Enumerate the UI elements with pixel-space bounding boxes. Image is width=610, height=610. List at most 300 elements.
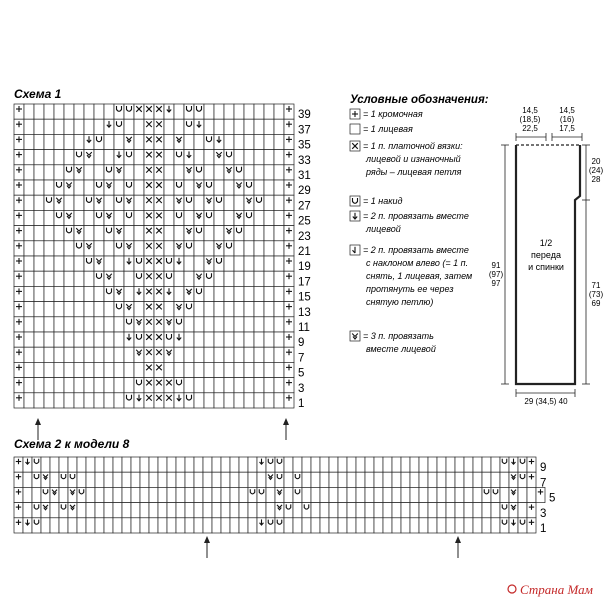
knit-stitch-icon: [74, 256, 84, 271]
knit-stitch-icon: [34, 104, 44, 119]
knit-stitch-icon: [491, 457, 500, 472]
knit-stitch-icon: [264, 332, 274, 347]
yarn-over-icon: [234, 165, 244, 180]
knit-stitch-icon: [365, 457, 374, 472]
knit-stitch-icon: [41, 518, 50, 533]
knit-stitch-icon: [113, 472, 122, 487]
knit-stitch-icon: [64, 134, 74, 149]
knit-stitch-icon: [74, 317, 84, 332]
knit-stitch-icon: [104, 503, 113, 518]
selvage-stitch-icon: [14, 518, 23, 533]
knit-stitch-icon: [134, 150, 144, 165]
knit-stitch-icon: [44, 226, 54, 241]
knit-stitch-icon: [204, 165, 214, 180]
knit-stitch-icon: [44, 362, 54, 377]
knit-stitch-icon: [74, 104, 84, 119]
knit-stitch-icon: [114, 210, 124, 225]
knit-stitch-icon: [64, 119, 74, 134]
knit-stitch-icon: [84, 226, 94, 241]
knit-stitch-icon: [254, 119, 264, 134]
knit-stitch-icon: [104, 256, 114, 271]
selvage-stitch-icon: [14, 317, 24, 332]
knit-stitch-icon: [94, 241, 104, 256]
knit-stitch-icon: [244, 241, 254, 256]
knit-stitch-icon: [482, 457, 491, 472]
knit-stitch-icon: [34, 134, 44, 149]
knit-stitch-icon: [374, 487, 383, 502]
knit-stitch-icon: [446, 518, 455, 533]
selvage-stitch-icon: [284, 286, 294, 301]
knit-stitch-icon: [428, 487, 437, 502]
yarn-over-icon: [293, 487, 302, 502]
row-number: 1: [540, 523, 547, 535]
knit-stitch-icon: [224, 332, 234, 347]
knit-stitch-icon: [264, 271, 274, 286]
left-dim-2: (97): [488, 270, 504, 279]
knit-stitch-icon: [54, 302, 64, 317]
knit-stitch-icon: [224, 210, 234, 225]
k2tog-icon: [124, 332, 134, 347]
garment-schematic: [489, 106, 604, 406]
knit-stitch-icon: [254, 226, 264, 241]
knit-stitch-icon: [234, 256, 244, 271]
row-number: 23: [298, 230, 311, 243]
knit-stitch-icon: [134, 226, 144, 241]
knit-stitch-icon: [254, 104, 264, 119]
knit-stitch-icon: [34, 119, 44, 134]
knit-stitch-icon: [134, 210, 144, 225]
garter-stitch-icon: [154, 286, 164, 301]
knit-stitch-icon: [64, 271, 74, 286]
knit-stitch-icon: [244, 271, 254, 286]
knit-stitch-icon: [23, 503, 32, 518]
knit-stitch-icon: [264, 195, 274, 210]
k3tog-icon: [84, 150, 94, 165]
knit-stitch-icon: [214, 180, 224, 195]
knit-stitch-icon: [24, 226, 34, 241]
knit-stitch-icon: [214, 286, 224, 301]
knit-stitch-icon: [284, 472, 293, 487]
yarn-over-icon: [104, 165, 114, 180]
knit-stitch-icon: [104, 241, 114, 256]
knit-stitch-icon: [34, 210, 44, 225]
top-left-dim-2: (18,5): [519, 115, 541, 124]
selvage-stitch-icon: [284, 317, 294, 332]
knit-stitch-icon: [244, 332, 254, 347]
selvage-stitch-icon: [284, 180, 294, 195]
yarn-over-icon: [184, 302, 194, 317]
yarn-over-icon: [204, 210, 214, 225]
knit-stitch-icon: [234, 104, 244, 119]
knit-stitch-icon: [410, 472, 419, 487]
garter-stitch-icon: [144, 180, 154, 195]
yarn-over-icon: [64, 165, 74, 180]
yarn-over-icon: [32, 503, 41, 518]
knit-stitch-icon: [428, 518, 437, 533]
yarn-over-icon: [482, 487, 491, 502]
knit-stitch-icon: [54, 393, 64, 408]
knit-stitch-icon: [44, 317, 54, 332]
knit-stitch-icon: [104, 195, 114, 210]
yarn-over-icon: [184, 393, 194, 408]
knit-stitch-icon: [230, 503, 239, 518]
knit-stitch-icon: [428, 472, 437, 487]
yarn-over-icon: [194, 104, 204, 119]
scheme2-title: Схема 2 к модели 8: [14, 437, 130, 451]
knit-stitch-icon: [114, 393, 124, 408]
knit-stitch-icon: [77, 457, 86, 472]
knit-stitch-icon: [274, 362, 284, 377]
knit-stitch-icon: [104, 302, 114, 317]
row-number: 11: [298, 322, 310, 334]
knit-stitch-icon: [95, 518, 104, 533]
knit-stitch-icon: [254, 210, 264, 225]
knit-stitch-icon: [74, 362, 84, 377]
knit-stitch-icon: [94, 378, 104, 393]
knit-stitch-icon: [401, 472, 410, 487]
knit-stitch-icon: [428, 503, 437, 518]
piece-label-2: переда: [531, 250, 561, 260]
knit-stitch-icon: [203, 457, 212, 472]
knit-stitch-icon: [392, 518, 401, 533]
garter-stitch-icon: [144, 378, 154, 393]
knit-stitch-icon: [284, 487, 293, 502]
knit-stitch-icon: [176, 518, 185, 533]
knit-stitch-icon: [54, 332, 64, 347]
knit-stitch-icon: [134, 165, 144, 180]
knit-stitch-icon: [94, 165, 104, 180]
yarn-over-icon: [518, 457, 527, 472]
knit-stitch-icon: [140, 472, 149, 487]
knit-stitch-icon: [264, 180, 274, 195]
knit-stitch-icon: [44, 256, 54, 271]
yarn-over-icon: [124, 393, 134, 408]
knit-stitch-icon: [44, 347, 54, 362]
knit-stitch-icon: [473, 503, 482, 518]
knit-stitch-icon: [131, 503, 140, 518]
yarn-over-icon: [94, 180, 104, 195]
knit-stitch-icon: [254, 134, 264, 149]
knit-stitch-icon: [24, 134, 34, 149]
knit-stitch-icon: [264, 165, 274, 180]
legend-text: лицевой: [366, 224, 401, 234]
knit-stitch-icon: [239, 503, 248, 518]
k3tog-icon: [64, 210, 74, 225]
k3tog-icon: [509, 503, 518, 518]
knit-stitch-icon: [204, 119, 214, 134]
knit-stitch-icon: [44, 241, 54, 256]
yarn-over-icon: [518, 472, 527, 487]
knit-stitch-icon: [34, 317, 44, 332]
knit-stitch-icon: [113, 503, 122, 518]
knit-stitch-icon: [84, 119, 94, 134]
right-top-dim-3: 28: [591, 175, 601, 184]
yarn-over-icon: [194, 165, 204, 180]
yarn-over-icon: [214, 256, 224, 271]
garter-stitch-icon: [154, 104, 164, 119]
knit-stitch-icon: [194, 347, 204, 362]
garter-stitch-icon: [144, 119, 154, 134]
k3tog-icon: [74, 226, 84, 241]
knit-stitch-icon: [64, 286, 74, 301]
knit-stitch-icon: [338, 503, 347, 518]
top-left-dim-3: 22,5: [522, 124, 538, 133]
knit-stitch-icon: [254, 378, 264, 393]
knit-stitch-icon: [24, 165, 34, 180]
knit-stitch-icon: [24, 119, 34, 134]
knit-stitch-icon: [329, 518, 338, 533]
knit-stitch-icon: [204, 286, 214, 301]
knit-stitch-icon: [347, 457, 356, 472]
row-number: 1: [298, 398, 305, 410]
knit-stitch-icon: [274, 150, 284, 165]
garter-stitch-icon: [144, 332, 154, 347]
garter-stitch-icon: [154, 180, 164, 195]
garter-stitch-icon: [144, 165, 154, 180]
knit-stitch-icon: [95, 457, 104, 472]
k2tog-icon: [509, 457, 518, 472]
knit-stitch-icon: [134, 362, 144, 377]
garter-stitch-icon: [154, 150, 164, 165]
yarn-over-icon: [500, 503, 509, 518]
knit-stitch-icon: [158, 472, 167, 487]
yarn-over-icon: [59, 503, 68, 518]
knit-stitch-icon: [455, 457, 464, 472]
knit-stitch-icon: [164, 195, 174, 210]
k3tog-icon: [184, 286, 194, 301]
selvage-stitch-icon: [350, 109, 360, 119]
knit-stitch-icon: [34, 347, 44, 362]
selvage-stitch-icon: [14, 241, 24, 256]
yarn-over-icon: [114, 241, 124, 256]
knit-stitch-icon: [338, 518, 347, 533]
garter-stitch-icon: [144, 241, 154, 256]
knit-stitch-icon: [437, 518, 446, 533]
knit-stitch-icon: [59, 457, 68, 472]
yarn-over-icon: [134, 332, 144, 347]
knit-stitch-icon: [302, 472, 311, 487]
knit-stitch-icon: [254, 347, 264, 362]
knit-stitch-icon: [104, 104, 114, 119]
top-right-dim-2: (16): [559, 115, 575, 124]
knit-stitch-icon: [64, 393, 74, 408]
scheme1-title: Схема 1: [14, 87, 62, 101]
scheme2-arrows: [204, 536, 461, 558]
knit-stitch-icon: [244, 302, 254, 317]
knit-stitch-icon: [266, 503, 275, 518]
knit-stitch-icon: [374, 472, 383, 487]
knit-stitch-icon: [234, 271, 244, 286]
knit-stitch-icon: [54, 165, 64, 180]
garter-stitch-icon: [144, 302, 154, 317]
knit-stitch-icon: [122, 518, 131, 533]
garter-stitch-icon: [154, 362, 164, 377]
knit-stitch-icon: [194, 362, 204, 377]
knit-stitch-icon: [224, 286, 234, 301]
knit-stitch-icon: [254, 362, 264, 377]
knit-stitch-icon: [244, 286, 254, 301]
knit-stitch-icon: [234, 317, 244, 332]
knit-stitch-icon: [77, 472, 86, 487]
knit-stitch-icon: [114, 317, 124, 332]
k2tog-icon: [184, 150, 194, 165]
knit-stitch-icon: [94, 302, 104, 317]
knit-stitch-icon: [184, 134, 194, 149]
selvage-stitch-icon: [14, 271, 24, 286]
knit-stitch-icon: [122, 503, 131, 518]
legend-text: = 2 п. провязать вместе: [363, 211, 469, 221]
knit-stitch-icon: [64, 362, 74, 377]
knit-stitch-icon: [167, 472, 176, 487]
row-number: 27: [298, 200, 311, 213]
knit-stitch-icon: [134, 134, 144, 149]
knit-stitch-icon: [74, 210, 84, 225]
knit-stitch-icon: [274, 134, 284, 149]
knit-stitch-icon: [44, 180, 54, 195]
right-bottom-dim-2: (73): [588, 290, 604, 299]
knit-stitch-icon: [221, 457, 230, 472]
selvage-stitch-icon: [284, 210, 294, 225]
knit-stitch-icon: [446, 472, 455, 487]
knit-stitch-icon: [455, 518, 464, 533]
row-number: 7: [298, 352, 305, 365]
selvage-stitch-icon: [527, 457, 536, 472]
knit-stitch-icon: [194, 241, 204, 256]
selvage-stitch-icon: [14, 104, 24, 119]
knit-stitch-icon: [284, 518, 293, 533]
knit-stitch-icon: [374, 503, 383, 518]
knit-stitch-icon: [214, 393, 224, 408]
knit-stitch-icon: [174, 286, 184, 301]
k3tog-icon: [164, 347, 174, 362]
k3tog-icon: [174, 302, 184, 317]
knit-stitch-icon: [224, 347, 234, 362]
knit-stitch-icon: [44, 302, 54, 317]
yarn-over-icon: [124, 150, 134, 165]
yarn-over-icon: [234, 226, 244, 241]
knit-stitch-icon: [264, 210, 274, 225]
yarn-over-icon: [184, 104, 194, 119]
knit-stitch-icon: [224, 180, 234, 195]
knit-stitch-icon: [274, 119, 284, 134]
knit-stitch-icon: [44, 393, 54, 408]
selvage-stitch-icon: [284, 256, 294, 271]
top-right-dim-3: 17,5: [559, 124, 575, 133]
yarn-over-icon: [257, 487, 266, 502]
knit-stitch-icon: [284, 457, 293, 472]
row-number: 39: [298, 109, 311, 122]
knit-stitch-icon: [491, 472, 500, 487]
k3tog-icon: [164, 317, 174, 332]
row-number: 17: [298, 276, 311, 289]
knit-stitch-icon: [34, 362, 44, 377]
yarn-over-icon: [44, 195, 54, 210]
garter-stitch-icon: [154, 317, 164, 332]
knit-stitch-icon: [194, 150, 204, 165]
knit-stitch-icon: [24, 195, 34, 210]
k2tog-icon: [134, 286, 144, 301]
knit-stitch-icon: [274, 210, 284, 225]
yarn-over-icon: [500, 457, 509, 472]
knit-stitch-icon: [84, 210, 94, 225]
yarn-over-icon: [104, 226, 114, 241]
knit-stitch-icon: [184, 378, 194, 393]
knit-stitch-icon: [122, 457, 131, 472]
legend-text: с наклоном влево (= 1 п.: [366, 258, 469, 268]
legend-text: = 1 кромочная: [363, 109, 423, 119]
knit-stitch-icon: [264, 119, 274, 134]
knit-stitch-icon: [203, 518, 212, 533]
knit-stitch-icon: [64, 332, 74, 347]
knit-stitch-icon: [194, 503, 203, 518]
knit-stitch-icon: [437, 457, 446, 472]
knit-stitch-icon: [224, 134, 234, 149]
right-top-dim-1: 20: [591, 157, 601, 166]
knit-stitch-icon: [114, 180, 124, 195]
row-number: 9: [540, 462, 547, 475]
knit-stitch-icon: [131, 472, 140, 487]
knit-stitch-icon: [234, 119, 244, 134]
legend-text: снять, 1 лицевая, затем: [366, 271, 473, 281]
knit-stitch-icon: [44, 286, 54, 301]
garter-stitch-icon: [154, 393, 164, 408]
legend-text: = 2 п. провязать вместе: [363, 245, 469, 255]
knit-stitch-icon: [174, 119, 184, 134]
yarn-over-icon: [164, 332, 174, 347]
knit-stitch-icon: [239, 472, 248, 487]
knit-stitch-icon: [184, 347, 194, 362]
knit-stitch-icon: [74, 180, 84, 195]
selvage-stitch-icon: [527, 518, 536, 533]
selvage-stitch-icon: [14, 332, 24, 347]
knit-stitch-icon: [64, 150, 74, 165]
k3tog-icon: [234, 210, 244, 225]
legend-text: вместе лицевой: [366, 344, 436, 354]
legend-text: снятую петлю): [366, 297, 434, 307]
knit-stitch-icon: [174, 104, 184, 119]
yarn-over-icon: [94, 210, 104, 225]
yarn-over-icon: [134, 256, 144, 271]
knit-stitch-icon: [264, 241, 274, 256]
k3tog-icon: [68, 487, 77, 502]
knit-stitch-icon: [320, 487, 329, 502]
knit-stitch-icon: [204, 362, 214, 377]
knit-stitch-icon: [134, 302, 144, 317]
knit-stitch-icon: [158, 518, 167, 533]
knit-stitch-icon: [95, 472, 104, 487]
knit-stitch-icon: [59, 518, 68, 533]
knit-stitch-icon: [212, 457, 221, 472]
knit-stitch-icon: [230, 457, 239, 472]
row-number: 35: [298, 139, 311, 152]
knit-stitch-icon: [302, 487, 311, 502]
k3tog-icon: [124, 241, 134, 256]
row-number: 3: [540, 507, 547, 520]
knit-stitch-icon: [84, 271, 94, 286]
knit-stitch-icon: [274, 378, 284, 393]
knit-stitch-icon: [131, 518, 140, 533]
selvage-stitch-icon: [284, 241, 294, 256]
knit-stitch-icon: [274, 226, 284, 241]
yarn-over-icon: [134, 378, 144, 393]
row-number: 21: [298, 246, 311, 258]
knit-stitch-icon: [320, 472, 329, 487]
knit-stitch-icon: [473, 472, 482, 487]
knit-stitch-icon: [184, 210, 194, 225]
knit-stitch-icon: [274, 256, 284, 271]
knit-stitch-icon: [264, 104, 274, 119]
knit-stitch-icon: [34, 378, 44, 393]
